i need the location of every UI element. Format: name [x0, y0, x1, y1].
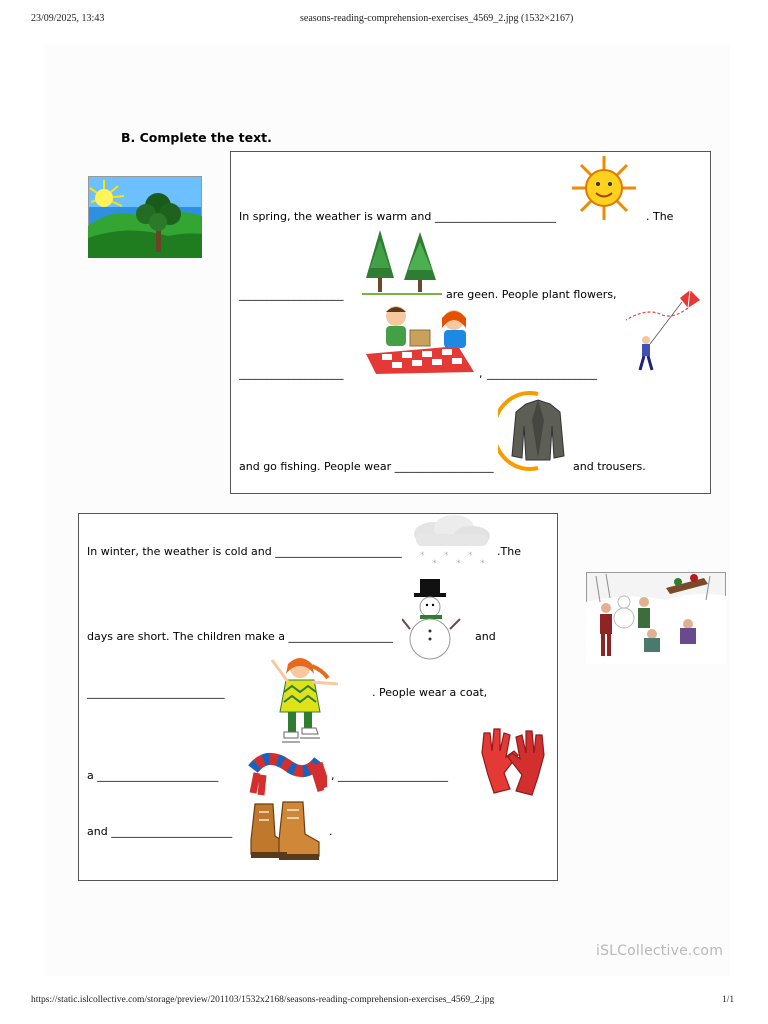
picnic-picture	[362, 302, 478, 376]
boots-picture	[247, 796, 327, 868]
snowman-picture	[402, 575, 464, 665]
spring-line4-end: and trousers.	[573, 460, 646, 473]
sun-picture	[563, 153, 645, 223]
spring-landscape-picture	[88, 176, 202, 258]
print-url: https://static.islcollective.com/storage/preview/201103/1532x2168/seasons-reading-comprehension-exercises_4569_2.jpg	[31, 995, 495, 1005]
winter-line1-text: In winter, the weather is cold and _______________________	[87, 545, 402, 558]
snow-cloud-picture	[404, 514, 494, 568]
svg-text:*: *	[456, 559, 461, 568]
kite-picture	[622, 286, 702, 380]
print-title: seasons-reading-comprehension-exercises_4569_2.jpg (1532×2167)	[300, 13, 574, 24]
winter-line3-blank: _________________________	[87, 686, 225, 699]
svg-text:*: *	[420, 551, 425, 561]
svg-text:*: *	[444, 551, 449, 561]
winter-line1-end: .The	[497, 545, 521, 558]
spring-line4-text: and go fishing. People wear __________________	[239, 460, 494, 473]
gloves-picture	[474, 723, 552, 797]
section-heading: B. Complete the text.	[121, 130, 272, 145]
print-page-number: 1/1	[722, 995, 735, 1005]
ice-skater-picture	[268, 650, 344, 750]
svg-text:*: *	[480, 559, 485, 568]
winter-line2-text: days are short. The children make a ___________________	[87, 630, 394, 643]
spring-line2-text: are geen. People plant flowers,	[446, 288, 617, 301]
winter-line4-blank-a: a ______________________	[87, 769, 219, 782]
winter-line2-end: and	[475, 630, 496, 643]
jacket-picture	[498, 390, 576, 472]
print-datetime: 23/09/2025, 13:43	[31, 13, 105, 24]
spring-line3-blank-b: ____________________	[487, 367, 597, 380]
winter-line5-text: and ______________________	[87, 825, 233, 838]
winter-line3-text: . People wear a coat,	[372, 686, 488, 699]
islcollective-watermark: iSLCollective.com	[596, 943, 724, 959]
winter-scene-picture	[586, 572, 726, 664]
svg-text:*: *	[432, 559, 437, 568]
spring-line3-comma: ,	[479, 367, 483, 380]
spring-line1-text: In spring, the weather is warm and ______________________	[239, 210, 556, 223]
svg-text:*: *	[468, 551, 473, 561]
spring-line2-blank: ___________________	[239, 288, 344, 301]
spring-line3-blank-a: ___________________	[239, 367, 344, 380]
scarf-picture	[247, 745, 327, 797]
winter-line5-end: .	[329, 825, 333, 838]
winter-line4-blank-b: , ____________________	[331, 769, 448, 782]
trees-picture	[362, 228, 442, 298]
spring-line1-end: . The	[646, 210, 674, 223]
